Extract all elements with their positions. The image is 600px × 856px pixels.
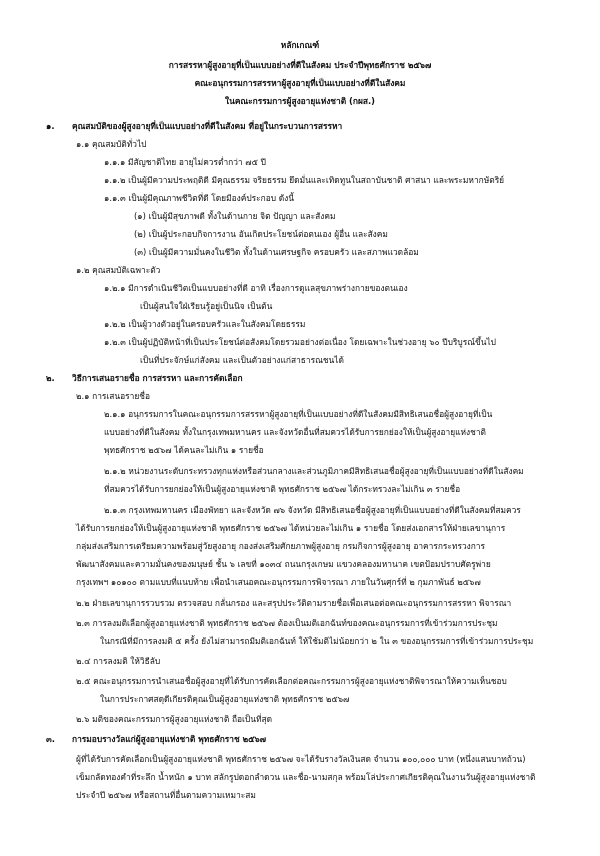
item-2-5: ๒.๕ คณะอนุกรรมการนำเสนอชื่อผู้สูงอายุที่ได้รับการคัดเลือกต่อคณะกรรมการผู้สูงอายุแห่งชาติพิจารณาให้ความเห็นชอบ [76, 676, 507, 686]
section-3-paragraph-2: เข็มกลัดทองคำที่ระลึก น้ำหนัก ๑ บาท สลักรูปดอกลำดวน และชื่อ-นามสกุล พร้อมโล่ประกาศเกียรติคุณในงานวันผู้สูงอายุแห่งชาติ [76, 772, 536, 782]
item-2-1-2-cont: ที่สมควรได้รับการยกย่องให้เป็นผู้สูงอายุแห่งชาติ พุทธศักราช ๒๕๖๗ ได้กระทรวงละไม่เกิน ๓ รายชื่อ [104, 484, 461, 494]
item-2-1-3-cont-1: ได้รับการยกย่องให้เป็นผู้สูงอายุแห่งชาติ พุทธศักราช ๒๕๖๗ ได้หน่วยละไม่เกิน ๑ รายชื่อ โดยส่งเอกสารให้ฝ่ายเลขานุการ [76, 523, 506, 533]
doc-subtitle-2: คณะอนุกรรมการสรรหาผู้สูงอายุที่เป็นแบบอย่างที่ดีในสังคม [194, 78, 406, 88]
item-2-1-1-cont-1: แบบอย่างที่ดีในสังคม ทั้งในกรุงเทพมหานคร และจังหวัดอื่นที่สมควรได้รับการยกย่องให้เป็นผู้สูงอายุแห่งชาติ [104, 427, 486, 437]
item-1-1-1: ๑.๑.๑ มีสัญชาติไทย อายุไม่ควรต่ำกว่า ๗๕ ปี [104, 157, 266, 167]
item-2-3: ๒.๓ การลงมติเลือกผู้สูงอายุแห่งชาติ พุทธศักราช ๒๕๖๗ ต้องเป็นมติเอกฉันท์ของคณะอนุกรรมการที่เข้าร่วมการประชุม [76, 618, 498, 628]
item-1-1-2: ๑.๑.๒ เป็นผู้มีความประพฤติดี มีคุณธรรม จริยธรรม ยึดมั่นและเทิดทูนในสถาบันชาติ ศาสนา และพระมหากษัตริย์ [104, 175, 505, 185]
item-2-1-3-cont-2: กลุ่มส่งเสริมการเตรียมความพร้อมสู่วัยสูงอายุ กองส่งเสริมศักยภาพผู้สูงอายุ กรมกิจการผู้สูงอายุ อาคารกระทรวงการ [76, 541, 486, 551]
doc-subtitle-1: การสรรหาผู้สูงอายุที่เป็นแบบอย่างที่ดีในสังคม ประจำปีพุทธศักราช ๒๕๖๗ [168, 60, 432, 70]
item-2-6: ๒.๖ มติของคณะกรรมการผู้สูงอายุแห่งชาติ ถือเป็นที่สุด [76, 714, 273, 724]
doc-title: หลักเกณฑ์ [280, 40, 320, 50]
section-1-2-heading: ๑.๒ คุณสมบัติเฉพาะตัว [76, 265, 161, 275]
section-1-number: ๑. [46, 121, 55, 131]
section-3-title: การมอบรางวัลแก่ผู้สูงอายุแห่งชาติ พุทธศักราช ๒๕๖๗ [72, 734, 267, 744]
item-2-5-cont: ในการประกาศสดุดีเกียรติคุณเป็นผู้สูงอายุแห่งชาติ พุทธศักราช ๒๕๖๗ [100, 694, 350, 704]
section-3-number: ๓. [46, 734, 55, 744]
item-2-1-3-cont-4: กรุงเทพฯ ๑๐๑๐๐ ตามแบบที่แนบท้าย เพื่อนำเสนอคณะอนุกรรมการพิจารณา ภายในวันศุกร์ที่ ๒ กุมภาพันธ์ ๒๕๖๗ [76, 577, 481, 587]
section-1-1-heading: ๑.๑ คุณสมบัติทั่วไป [76, 139, 147, 149]
section-2-title: วิธีการเสนอรายชื่อ การสรรหา และการคัดเลือก [72, 373, 243, 383]
section-3-paragraph-3: ประจำปี ๒๕๖๗ หรือสถานที่อื่นตามความเหมาะสม [76, 790, 256, 800]
section-2-1-heading: ๒.๑ การเสนอรายชื่อ [76, 391, 150, 401]
item-1-2-3: ๑.๒.๓ เป็นผู้ปฏิบัติหน้าที่เป็นประโยชน์ต่อสังคมโดยรวมอย่างต่อเนื่อง โดยเฉพาะในช่วงอายุ ๖๐ ปีบริบูรณ์ขึ้นไป [104, 337, 496, 347]
item-1-1-3: ๑.๑.๓ เป็นผู้มีคุณภาพชีวิตที่ดี โดยมีองค์ประกอบ ดังนี้ [104, 193, 294, 203]
section-1-title: คุณสมบัติของผู้สูงอายุที่เป็นแบบอย่างที่ดีในสังคม ที่อยู่ในกระบวนการสรรหา [72, 121, 343, 131]
item-2-4: ๒.๔ การลงมติ ให้วิธีลับ [76, 656, 161, 666]
item-1-1-3-sub-1: (๑) เป็นผู้มีสุขภาพดี ทั้งในด้านกาย จิต ปัญญา และสังคม [134, 211, 336, 221]
item-2-1-1: ๒.๑.๑ อนุกรรมการในคณะอนุกรรมการสรรหาผู้สูงอายุที่เป็นแบบอย่างที่ดีในสังคมมีสิทธิเสนอชื่อผู้สูงอายุที่เป็น [104, 409, 493, 419]
item-1-1-3-sub-2: (๒) เป็นผู้ประกอบกิจการงาน อันเกิดประโยชน์ต่อตนเอง ผู้อื่น และสังคม [134, 229, 388, 239]
item-2-1-3-cont-3: พัฒนาสังคมและความมั่นคงของมนุษย์ ชั้น ๖ เลขที่ ๑๐๓๔ ถนนกรุงเกษม แขวงคลองมหานาค เขตป้อมปราบศัตรูพ่าย [76, 559, 491, 569]
item-2-1-3: ๒.๑.๓ กรุงเทพมหานคร เมืองพัทยา และจังหวัด ๗๖ จังหวัด มีสิทธิเสนอชื่อผู้สูงอายุที่เป็นแบบอย่างที่ดีในสังคมที่สมควร [104, 505, 521, 515]
section-2-number: ๒. [46, 373, 55, 383]
item-1-2-2: ๑.๒.๒ เป็นผู้วางตัวอยู่ในครอบครัวและในสังคมโดยธรรม [104, 319, 306, 329]
item-1-2-3-cont: เป็นที่ประจักษ์แก่สังคม และเป็นตัวอย่างแก่สาธารณชนได้ [140, 355, 344, 365]
item-1-2-1: ๑.๒.๑ มีการดำเนินชีวิตเป็นแบบอย่างที่ดี อาทิ เรื่องการดูแลสุขภาพร่างกายของตนเอง [104, 283, 408, 293]
doc-subtitle-3: ในคณะกรรมการผู้สูงอายุแห่งชาติ (กผส.) [225, 96, 375, 106]
section-3-paragraph-1: ผู้ที่ได้รับการคัดเลือกเป็นผู้สูงอายุแห่งชาติ พุทธศักราช ๒๕๖๗ จะได้รับรางวัลเงินสด จำนวน ๑๐๐,๐๐๐ บาท (หนึ่งแสนบาทถ้วน) [76, 754, 526, 764]
item-2-2: ๒.๒ ฝ่ายเลขานุการรวบรวม ตรวจสอบ กลั่นกรอง และสรุปประวัติตามรายชื่อเพื่อเสนอต่อคณะอนุกรรมการสรรหา พิจารณา [76, 598, 512, 608]
item-2-1-2: ๒.๑.๒ หน่วยงานระดับกระทรวงทุกแห่งหรือส่วนกลางและส่วนภูมิภาคมีสิทธิเสนอชื่อผู้สูงอายุที่เป็นแบบอย่างที่ดีในสังคม [104, 466, 524, 476]
item-1-1-3-sub-3: (๓) เป็นผู้มีความมั่นคงในชีวิต ทั้งในด้านเศรษฐกิจ ครอบครัว และสภาพแวดล้อม [134, 247, 419, 257]
item-2-3-cont: ในกรณีที่มีการลงมติ ๕ ครั้ง ยังไม่สามารถมีมติเอกฉันท์ ให้ใช้มติไม่น้อยกว่า ๒ ใน ๓ ของอนุกรรมการที่เข้าร่วมการประชุม [100, 636, 534, 646]
item-1-2-1-cont: เป็นผู้สนใจใฝ่เรียนรู้อยู่เป็นนิจ เป็นต้น [140, 301, 273, 311]
item-2-1-1-cont-2: พุทธศักราช ๒๕๖๗ ได้คนละไม่เกิน ๑ รายชื่อ [104, 445, 264, 455]
